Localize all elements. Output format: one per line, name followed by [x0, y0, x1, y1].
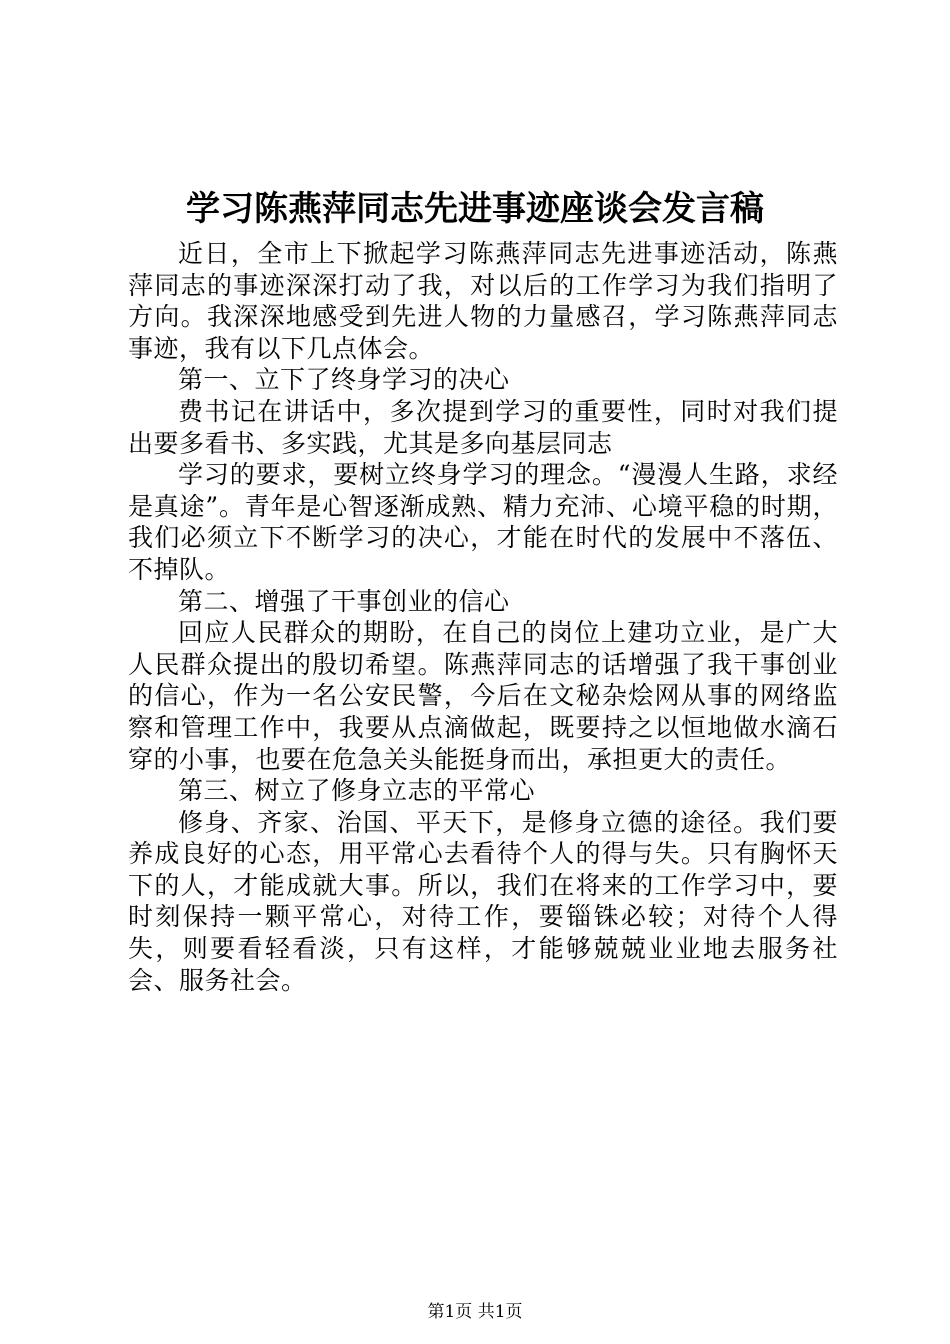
body-paragraph: 回应人民群众的期盼，在自己的岗位上建功立业，是广大人民群众提出的殷切希望。陈燕萍同志的话增强了我干事创业的信心，作为一名公安民警，今后在文秘杂烩网从事的网络监察和管理工作中，我要从点滴做起，既要持之以恒地做水滴石穿的小事，也要在危急关头能挺身而出，承担更大的责任。 — [128, 618, 838, 774]
page-footer: 第1页 共1页 — [427, 1302, 523, 1322]
document-body — [128, 238, 838, 996]
section-heading: 第三、树立了修身立志的平常心 — [178, 776, 536, 806]
body-paragraph: 学习的要求，要树立终身学习的理念。“漫漫人生路，求经是真途”。青年是心智逐渐成熟、精力充沛、心境平稳的时期，我们必须立下不断学习的决心，才能在时代的发展中不落伍、不掉队。 — [128, 460, 838, 584]
section-heading: 第二、增强了干事创业的信心 — [178, 586, 510, 616]
section-heading: 第一、立下了终身学习的决心 — [178, 365, 510, 395]
body-paragraph: 修身、齐家、治国、平天下，是修身立德的途径。我们要养成良好的心态，用平常心去看待个人的得与失。只有胸怀天下的人，才能成就大事。所以，我们在将来的工作学习中，要时刻保持一颗平常心，对待工作，要锱铢必较；对待个人得失，则要看轻看淡，只有这样，才能够兢兢业业地去服务社会、服务社会。 — [128, 807, 838, 995]
body-paragraph: 近日，全市上下掀起学习陈燕萍同志先进事迹活动，陈燕萍同志的事迹深深打动了我，对以后的工作学习为我们指明了方向。我深深地感受到先进人物的力量感召，学习陈燕萍同志事迹，我有以下几点体会。 — [128, 239, 838, 363]
body-paragraph: 费书记在讲话中，多次提到学习的重要性，同时对我们提出要多看书、多实践，尤其是多向基层同志 — [128, 396, 838, 458]
document-title: 学习陈燕萍同志先进事迹座谈会发言稿 — [186, 189, 764, 229]
